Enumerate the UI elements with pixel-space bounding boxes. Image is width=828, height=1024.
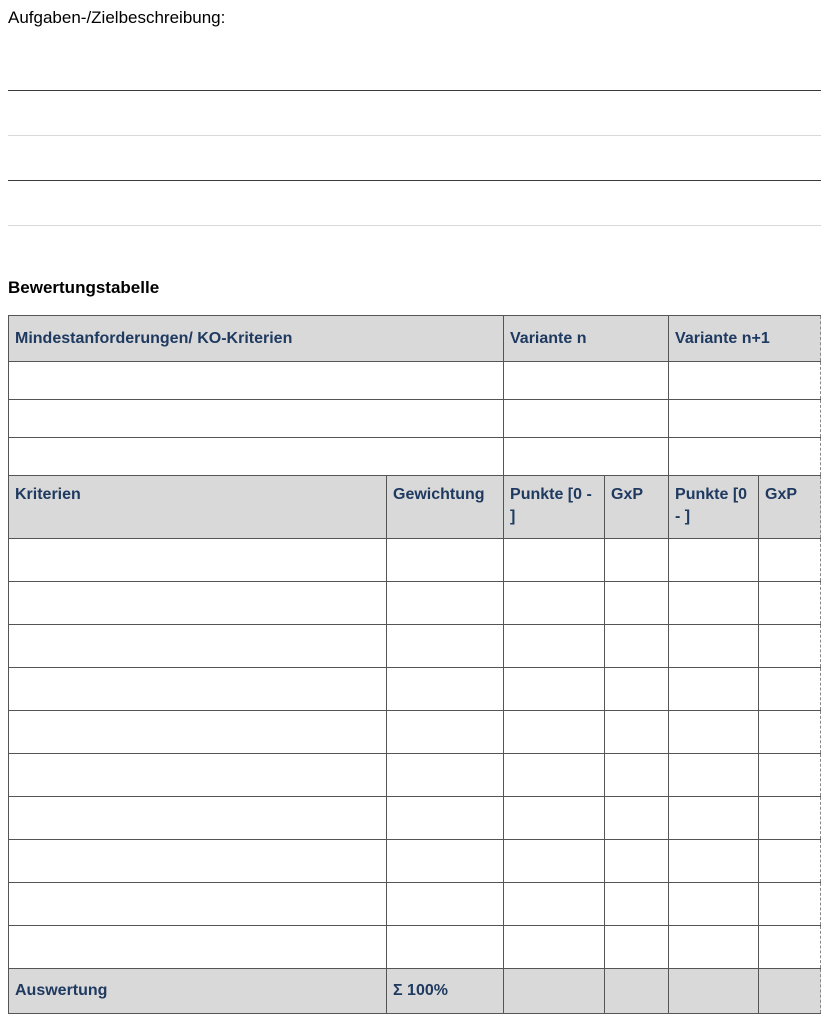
ko-header-row	[9, 316, 821, 362]
criteria-cell[interactable]	[504, 582, 605, 625]
criteria-cell[interactable]	[669, 539, 759, 582]
criteria-row	[9, 668, 821, 711]
criteria-row	[9, 883, 821, 926]
writing-line-2	[8, 135, 821, 136]
summary-cell	[504, 969, 605, 1014]
criteria-cell[interactable]	[9, 840, 387, 883]
summary-cell	[669, 969, 759, 1014]
criteria-cell[interactable]	[759, 926, 821, 969]
criteria-cell[interactable]	[759, 754, 821, 797]
points-header-variant-n: Punkte [0 - ]	[504, 476, 605, 539]
gxp-header-variant-n1: GxP	[759, 476, 821, 539]
criteria-row	[9, 625, 821, 668]
ko-cell[interactable]	[9, 362, 504, 400]
criteria-cell[interactable]	[9, 668, 387, 711]
criteria-cell[interactable]	[9, 711, 387, 754]
criteria-cell[interactable]	[669, 668, 759, 711]
criteria-cell[interactable]	[669, 711, 759, 754]
criteria-cell[interactable]	[504, 539, 605, 582]
criteria-cell[interactable]	[759, 625, 821, 668]
criteria-cell[interactable]	[759, 797, 821, 840]
section-title: Bewertungstabelle	[8, 278, 160, 297]
writing-line-4	[8, 225, 821, 226]
ko-cell[interactable]	[669, 400, 821, 438]
criteria-cell[interactable]	[504, 668, 605, 711]
criteria-cell[interactable]	[605, 754, 669, 797]
criteria-cell[interactable]	[387, 883, 504, 926]
ko-row	[9, 400, 821, 438]
criteria-cell[interactable]	[504, 926, 605, 969]
writing-line-1	[8, 90, 821, 91]
criteria-cell[interactable]	[504, 840, 605, 883]
summary-label: Auswertung	[9, 969, 387, 1014]
criteria-cell[interactable]	[605, 582, 669, 625]
criteria-cell[interactable]	[605, 711, 669, 754]
criteria-cell[interactable]	[759, 840, 821, 883]
criteria-cell[interactable]	[504, 754, 605, 797]
criteria-cell[interactable]	[669, 582, 759, 625]
criteria-cell[interactable]	[669, 754, 759, 797]
ko-cell[interactable]	[9, 400, 504, 438]
ko-row	[9, 362, 821, 400]
criteria-cell[interactable]	[759, 711, 821, 754]
criteria-row	[9, 926, 821, 969]
criteria-cell[interactable]	[9, 926, 387, 969]
criteria-cell[interactable]	[504, 883, 605, 926]
criteria-row	[9, 539, 821, 582]
criteria-cell[interactable]	[605, 883, 669, 926]
ko-row	[9, 438, 821, 476]
criteria-cell[interactable]	[387, 797, 504, 840]
writing-line-3	[8, 180, 821, 181]
criteria-cell[interactable]	[9, 582, 387, 625]
summary-cell	[605, 969, 669, 1014]
criteria-header-row	[9, 476, 821, 539]
variant-n1-header: Variante n+1	[669, 316, 821, 362]
variant-n-header: Variante n	[504, 316, 669, 362]
weight-total: Σ 100%	[387, 969, 504, 1014]
criteria-cell[interactable]	[387, 926, 504, 969]
criteria-cell[interactable]	[759, 582, 821, 625]
ko-cell[interactable]	[504, 362, 669, 400]
summary-row	[9, 969, 821, 1014]
criteria-cell[interactable]	[669, 840, 759, 883]
criteria-cell[interactable]	[387, 754, 504, 797]
criteria-cell[interactable]	[9, 754, 387, 797]
criteria-cell[interactable]	[605, 625, 669, 668]
criteria-cell[interactable]	[387, 668, 504, 711]
criteria-cell[interactable]	[759, 668, 821, 711]
criteria-cell[interactable]	[605, 840, 669, 883]
criteria-cell[interactable]	[387, 539, 504, 582]
weight-header: Gewichtung	[387, 476, 504, 539]
criteria-cell[interactable]	[9, 539, 387, 582]
criteria-row	[9, 840, 821, 883]
criteria-cell[interactable]	[759, 539, 821, 582]
criteria-cell[interactable]	[9, 883, 387, 926]
criteria-cell[interactable]	[9, 797, 387, 840]
gxp-header-variant-n: GxP	[605, 476, 669, 539]
ko-cell[interactable]	[504, 438, 669, 476]
criteria-cell[interactable]	[9, 625, 387, 668]
criteria-cell[interactable]	[605, 668, 669, 711]
criteria-cell[interactable]	[387, 711, 504, 754]
criteria-cell[interactable]	[504, 797, 605, 840]
criteria-cell[interactable]	[605, 797, 669, 840]
criteria-cell[interactable]	[387, 840, 504, 883]
criteria-cell[interactable]	[759, 883, 821, 926]
ko-cell[interactable]	[9, 438, 504, 476]
criteria-header: Kriterien	[9, 476, 387, 539]
criteria-cell[interactable]	[605, 926, 669, 969]
ko-cell[interactable]	[669, 362, 821, 400]
criteria-cell[interactable]	[669, 926, 759, 969]
criteria-cell[interactable]	[504, 711, 605, 754]
criteria-row	[9, 797, 821, 840]
criteria-row	[9, 754, 821, 797]
criteria-cell[interactable]	[669, 797, 759, 840]
points-header-variant-n1: Punkte [0 - ]	[669, 476, 759, 539]
criteria-cell[interactable]	[669, 625, 759, 668]
criteria-row	[9, 711, 821, 754]
criteria-cell[interactable]	[504, 625, 605, 668]
ko-cell[interactable]	[504, 400, 669, 438]
ko-criteria-header: Mindestanforderungen/ KO-Kriterien	[9, 316, 504, 362]
criteria-cell[interactable]	[387, 582, 504, 625]
criteria-rows	[9, 539, 821, 969]
criteria-row	[9, 582, 821, 625]
criteria-cell[interactable]	[605, 539, 669, 582]
task-description-label: Aufgaben-/Zielbeschreibung:	[8, 8, 226, 27]
evaluation-table	[8, 315, 821, 1014]
criteria-cell[interactable]	[669, 883, 759, 926]
summary-cell	[759, 969, 821, 1014]
ko-cell[interactable]	[669, 438, 821, 476]
criteria-cell[interactable]	[387, 625, 504, 668]
